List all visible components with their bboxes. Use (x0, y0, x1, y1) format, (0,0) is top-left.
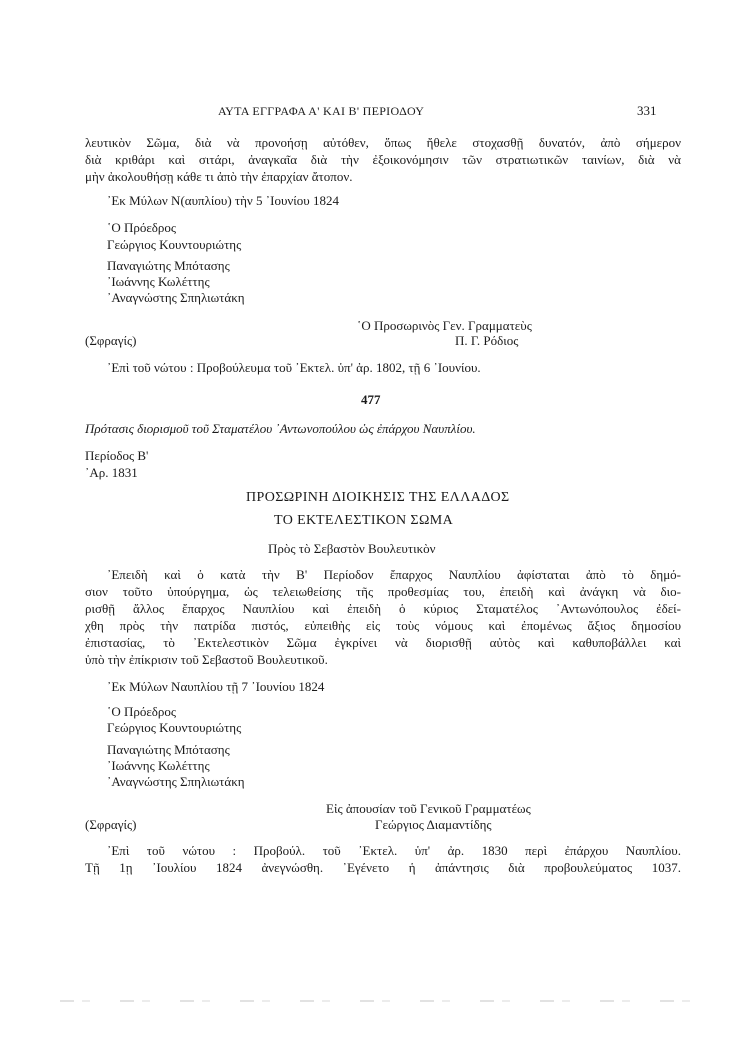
page-number: 331 (637, 103, 657, 118)
body-line: ᾿Επειδὴ καὶ ὁ κατὰ τὴν Β' Περίοδον ἔπαρχος Ναυπλίου ἀφίσταται ἀπὸ τὸ δημό- (107, 567, 681, 582)
member-name: Παναγιώτης Μπότασης (107, 258, 230, 273)
seal: (Σφραγίς) (85, 817, 137, 832)
endorsement: Τῇ 1ῃ ᾿Ιουλίου 1824 ἀνεγνώσθη. ᾿Εγένετο ἡ ἀπάντησις διὰ προβουλεύματος 1037. (85, 860, 681, 875)
place-date: ᾿Εκ Μύλων Ναυπλίου τῇ 7 ᾿Ιουνίου 1824 (107, 679, 325, 694)
body-line: ὑπὸ τὴν ἐπίκρισιν τοῦ Σεβαστοῦ Βουλευτικοῦ. (85, 652, 328, 667)
document-number: 477 (361, 392, 381, 407)
president-title: ῾Ο Πρόεδρος (107, 704, 177, 719)
secretary-title: ῾Ο Προσωρινὸς Γεν. Γραμματεὺς (357, 318, 532, 333)
archive-number: ᾿Αρ. 1831 (85, 465, 138, 480)
member-name: ᾿Ιωάννης Κωλέττης (107, 758, 210, 773)
body-line: ρισθῇ ἄλλος ἔπαρχος Ναυπλίου καὶ ἐπειδὴ ὁ κύριος Σταματέλος ᾿Αντωνόπουλος ἐδεί- (85, 601, 681, 616)
body-line: χθη πρὸς τὴν πατρίδα πιστός, εὐπειθὴς εἰς τοὺς νόμους καὶ ἐπομένως ἄξιος δημοσίου (85, 618, 681, 633)
addressee: Πρὸς τὸ Σεβαστὸν Βουλευτικὸν (268, 541, 436, 556)
endorsement: ᾿Επὶ τοῦ νώτου : Προβούλευμα τοῦ ᾿Εκτελ. ὑπ' ἀρ. 1802, τῇ 6 ᾿Ιουνίου. (107, 360, 481, 375)
member-name: Παναγιώτης Μπότασης (107, 742, 230, 757)
body-line: ἐπιστασίας, τὸ ᾿Εκτελεστικὸν Σῶμα ἐγκρίνει νὰ διορισθῇ αὐτὸς καὶ καθυποβάλλει καὶ (85, 635, 681, 650)
period: Περίοδος Β' (85, 448, 149, 463)
place-date: ᾿Εκ Μύλων Ν(αυπλίου) τὴν 5 ᾿Ιουνίου 1824 (107, 193, 339, 208)
president-title: ῾Ο Πρόεδρος (107, 220, 177, 235)
body-line: μὴν ἀκολουθήσῃ κάθε τι ἀπὸ τὴν ἐπαρχίαν ἄτοπον. (85, 169, 353, 184)
document-title: Πρότασις διορισμοῦ τοῦ Σταματέλου ᾿Αντωνοπούλου ὡς ἐπάρχου Ναυπλίου. (85, 421, 476, 436)
endorsement: ᾿Επὶ τοῦ νώτου : Προβούλ. τοῦ ᾿Εκτελ. ὑπ' ἀρ. 1830 περὶ ἐπάρχου Ναυπλίου. (107, 843, 681, 858)
secretary-name: Π. Γ. Ρόδιος (455, 333, 519, 348)
body-line: λευτικὸν Σῶμα, διὰ νὰ προνοήσῃ αὐτόθεν, ὅπως ἤθελε στοχασθῇ δυνατόν, ἀπὸ σήμερον (85, 135, 681, 150)
seal: (Σφραγίς) (85, 333, 137, 348)
president-name: Γεώργιος Κουντουριώτης (107, 237, 242, 252)
president-name: Γεώργιος Κουντουριώτης (107, 720, 242, 735)
heading-government: ΠΡΟΣΩΡΙΝΗ ΔΙΟΙΚΗΣΙΣ ΤΗΣ ΕΛΛΑΔΟΣ (246, 490, 510, 505)
member-name: ᾿Ιωάννης Κωλέττης (107, 274, 210, 289)
body-line: διὰ κριθάρι καὶ σιτάρι, ἀναγκαῖα διὰ τὴν ἐξοικονόμησιν τῶν στρατιωτικῶν ταινίων, διὰ νὰ (85, 152, 681, 167)
secretary-title: Εἰς ἀπουσίαν τοῦ Γενικοῦ Γραμματέως (326, 801, 531, 816)
running-header: ΑΥΤΑ ΕΓΓΡΑΦΑ Α' ΚΑΙ Β' ΠΕΡΙΟΔΟΥ (218, 104, 425, 118)
body-line: σιον τοῦτο ὑπούργημα, ὡς τελειωθείσης τῆς προθεσμίας του, ἐπειδὴ καὶ ἀνάγκη νὰ διο- (85, 584, 681, 599)
member-name: ᾿Αναγνώστης Σπηλιωτάκη (107, 290, 245, 305)
member-name: ᾿Αναγνώστης Σπηλιωτάκη (107, 774, 245, 789)
secretary-name: Γεώργιος Διαμαντίδης (375, 817, 492, 832)
heading-executive: ΤΟ ΕΚΤΕΛΕΣΤΙΚΟΝ ΣΩΜΑ (274, 513, 454, 528)
scan-artifact-line (60, 1000, 700, 1002)
